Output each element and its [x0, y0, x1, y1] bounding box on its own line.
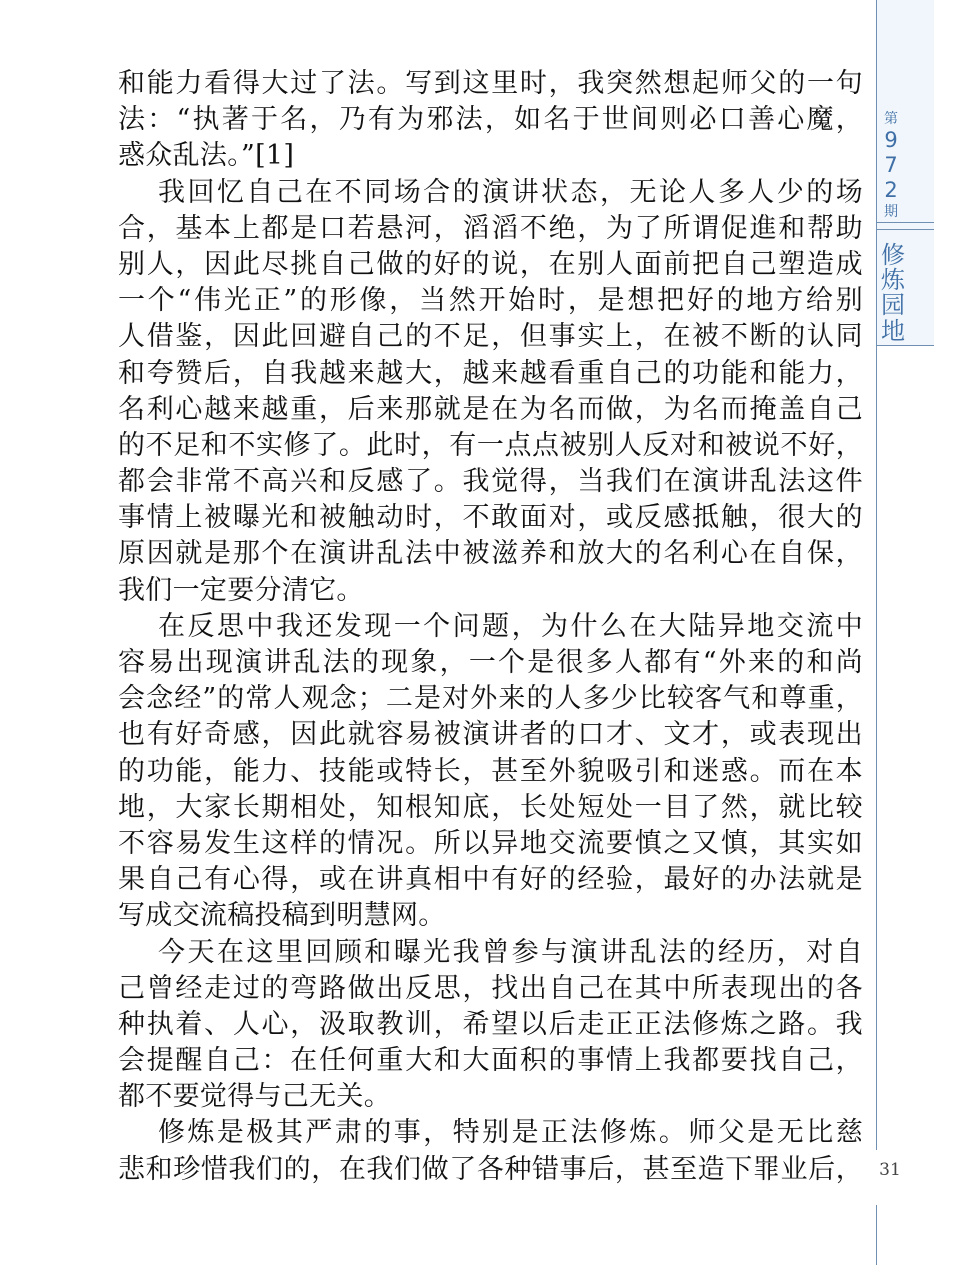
text-line: 合，基本上都是口若悬河，滔滔不绝，为了所谓促進和帮助 — [118, 212, 863, 244]
issue-prefix: 第 — [884, 111, 898, 127]
text-line: 的不足和不实修了。此时，有一点点被别人反对和被说不好， — [118, 429, 863, 461]
text-line: 修炼是极其严肃的事，特别是正法修炼。师父是无比慈 — [158, 1117, 863, 1149]
page-number: 31 — [879, 1160, 901, 1180]
divider — [876, 345, 934, 346]
section-char: 园 — [881, 291, 905, 320]
text-line: 别人，因此尽挑自己做的好的说，在别人面前把自己塑造成 — [118, 248, 863, 280]
issue-suffix: 期 — [884, 204, 898, 220]
text-line: 在反思中我还发现一个问题，为什么在大陆异地交流中 — [158, 610, 863, 642]
text-line: 一个“伟光正”的形像，当然开始时，是想把好的地方给别 — [118, 285, 863, 317]
text-line: 法：“执著于名，乃有为邪法，如名于世间则必口善心魔， — [118, 104, 863, 136]
section-char: 地 — [881, 316, 905, 345]
margin-rule-lower — [876, 1205, 877, 1265]
text-line: 会提醒自己：在任何重大和大面积的事情上我都要找自己， — [118, 1045, 863, 1077]
divider — [876, 229, 934, 230]
text-line: 不容易发生这样的情况。所以异地交流要慎之又慎，其实如 — [118, 827, 863, 859]
text-line: 的功能，能力、技能或特长，甚至外貌吸引和迷惑。而在本 — [118, 755, 863, 787]
text-line: 事情上被曝光和被触动时，不敢面对，或反感抵触，很大的 — [118, 502, 863, 534]
text-line: 和夸赞后，自我越来越大，越来越看重自己的功能和能力， — [118, 357, 863, 389]
section-title — [878, 243, 908, 344]
text-line: 都不要觉得与己无关。 — [118, 1081, 391, 1113]
text-line: 惑众乱法。”[1] — [118, 140, 295, 172]
text-line: 会念经”的常人观念；二是对外来的人多少比较客气和尊重， — [118, 683, 863, 715]
text-line: 原因就是那个在演讲乱法中被滋养和放大的名利心在自保， — [118, 538, 863, 570]
text-line: 果自己有心得，或在讲真相中有好的经验，最好的办法就是 — [118, 864, 863, 896]
text-line: 种执着、人心，汲取教训，希望以后走正正法修炼之路。我 — [118, 1008, 863, 1040]
issue-number — [876, 108, 906, 223]
text-line: 和能力看得大过了法。写到这里时，我突然想起师父的一句 — [118, 68, 863, 99]
text-line: 地，大家长期相处，知根知底，长处短处一目了然，就比较 — [118, 791, 863, 823]
text-line: 都会非常不高兴和反感了。我觉得，当我们在演讲乱法这件 — [118, 466, 863, 498]
text-line: 悲和珍惜我们的，在我们做了各种错事后，甚至造下罪业后， — [118, 1153, 863, 1185]
section-char: 修 — [881, 241, 905, 269]
section-char: 炼 — [881, 266, 905, 295]
text-line: 今天在这里回顾和曝光我曾参与演讲乱法的经历，对自 — [158, 936, 863, 968]
text-line: 也有好奇感，因此就容易被演讲者的口才、文才，或表现出 — [118, 719, 863, 751]
text-line: 己曾经走过的弯路做出反思，找出自己在其中所表现出的各 — [118, 972, 863, 1004]
text-line: 写成交流稿投稿到明慧网。 — [118, 900, 446, 932]
article-body — [118, 66, 863, 1188]
text-line: 我们一定要分清它。 — [118, 574, 364, 606]
text-line: 我回忆自己在不同场合的演讲状态，无论人多人少的场 — [158, 176, 863, 208]
text-line: 人借鉴，因此回避自己的不足，但事实上，在被不断的认同 — [118, 321, 863, 353]
text-line: 名利心越来越重，后来那就是在为名而做，为名而掩盖自己 — [118, 393, 863, 425]
issue-digit: 9 — [884, 128, 898, 152]
text-line: 容易出现演讲乱法的现象，一个是很多人都有“外来的和尚 — [118, 647, 863, 678]
issue-digit: 2 — [884, 178, 898, 202]
issue-digit: 7 — [884, 153, 898, 177]
